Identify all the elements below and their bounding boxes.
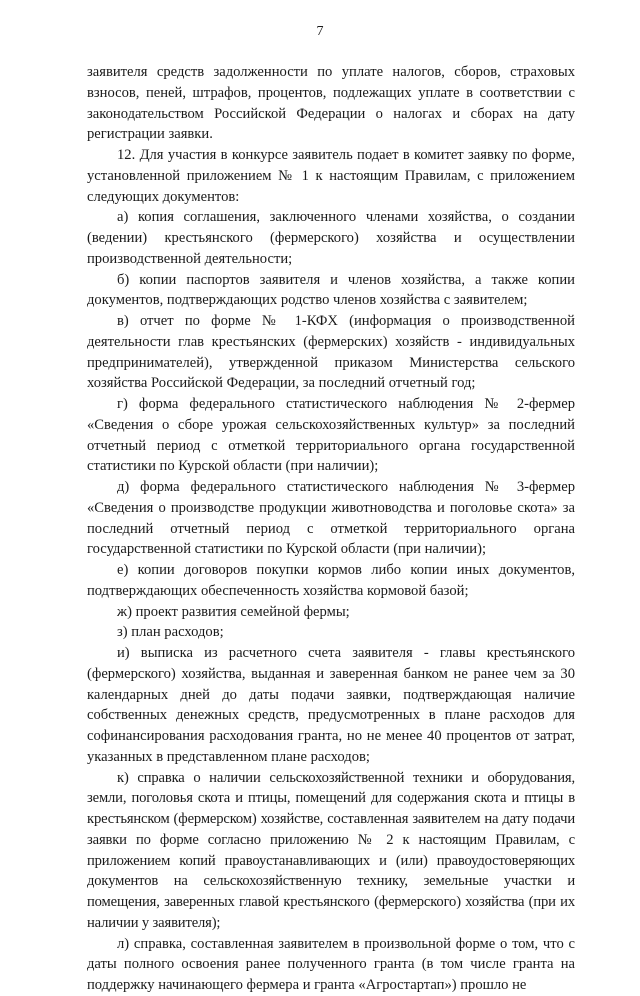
paragraph-item-e: е) копии договоров покупки кормов либо копии иных документов, подтверждающих обеспеченность хозяйства кормовой базой; [87, 562, 575, 599]
paragraph-item-d: д) форма федерального статистического наблюдения № 3-фермер «Сведения о производстве продукции животноводства и поголовье скота» за последний отчетный период с отметкой территориального органа государственной статистики по Курской области (при наличии); [87, 479, 575, 558]
page-number: 7 [316, 24, 324, 39]
paragraph-continuation: заявителя средств задолженности по уплате налогов, сборов, страховых взносов, пеней, штрафов, процентов, подлежащих уплате в соответствии с законодательством Российской Федерации о налогах и сборах на дату регистрации заявки. [87, 64, 575, 143]
document-body [87, 62, 575, 996]
paragraph-item-v: в) отчет по форме № 1-КФХ (информация о производственной деятельности глав крестьянских (фермерских) хозяйств - индивидуальных предпринимателей), утвержденной приказом Министерства сельского хозяйства Российской Федерации, за последний отчетный год; [87, 313, 575, 392]
paragraph-item-b: б) копии паспортов заявителя и членов хозяйства, а также копии документов, подтверждающих родство членов хозяйства с заявителем; [87, 271, 575, 309]
paragraph-item-g: г) форма федерального статистического наблюдения № 2-фермер «Сведения о сборе урожая сельскохозяйственных культур» за последний отчетный период с отметкой территориального органа государственной статистики по Курской области (при наличии); [87, 396, 575, 475]
paragraph-item-k: к) справка о наличии сельскохозяйственной техники и оборудования, земли, поголовья скота и птицы, помещений для содержания скота и птицы в крестьянском (фермерском) хозяйстве, составленная заявителем на дату подачи заявки по форме согласно приложению № 2 к настоящим Правилам, с приложением копий правоустанавливающих и (или) правоудостоверяющих документов на сельскохозяйственную технику, земельные участки и помещения, заверенных главой крестьянского (фермерского) хозяйства (при их наличии у заявителя); [87, 769, 575, 931]
paragraph-item-l: л) справка, составленная заявителем в произвольной форме о том, что с даты полного освоения ранее полученного гранта (в том числе гранта на поддержку начинающего фермера и гранта «Агростартап») прошло не [87, 935, 575, 993]
paragraph-clause-12: 12. Для участия в конкурсе заявитель подает в комитет заявку по форме, установленной приложением № 1 к настоящим Правилам, с приложением следующих документов: [87, 147, 575, 205]
paragraph-item-a: а) копия соглашения, заключенного членами хозяйства, о создании (ведении) крестьянского (фермерского) хозяйства и осуществлении производственной деятельности; [87, 209, 575, 267]
paragraph-item-z: з) план расходов; [117, 624, 224, 641]
paragraph-item-zh: ж) проект развития семейной фермы; [117, 603, 350, 620]
paragraph-item-i: и) выписка из расчетного счета заявителя - главы крестьянского (фермерского) хозяйства, выданная и заверенная банком не ранее чем за 30 календарных дней до даты подачи заявки, подтверждающая наличие собственных денежных средств, предусмотренных в плане расходов для софинансирования расходования гранта, но не менее 40 процентов от затрат, указанных в представленном плане расходов; [87, 645, 575, 765]
